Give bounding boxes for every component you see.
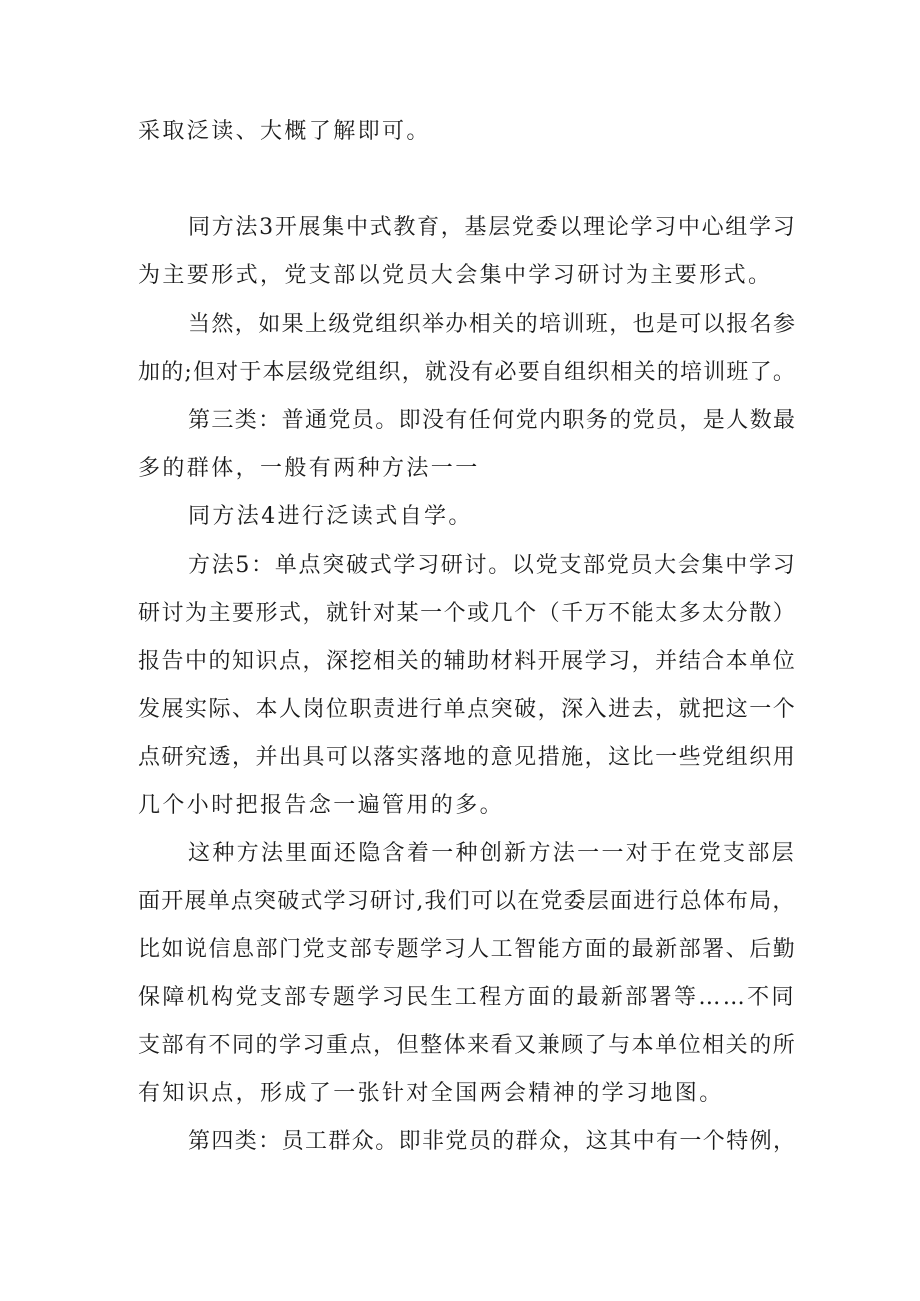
text-line: 同方法3开展集中式教育，基层党委以理论学习中心组学习 <box>188 215 797 240</box>
text-line: 报告中的知识点，深挖相关的辅助材料开展学习，并结合本单位 <box>138 649 797 674</box>
text-line: 保障机构党支部专题学习民生工程方面的最新部署等……不同 <box>138 985 796 1010</box>
text-line: 面开展单点突破式学习研讨,我们可以在党委层面进行总体布局， <box>138 889 796 914</box>
text-line: 比如说信息部门党支部专题学习人工智能方面的最新部署、后勤 <box>138 937 797 962</box>
text-line: 加的;但对于本层级党组织，就没有必要自组织相关的培训班了。 <box>138 360 797 385</box>
text-line: 第四类：员工群众。即非党员的群众，这其中有一个特例， <box>188 1129 797 1154</box>
text-line: 这种方法里面还隐含着一种创新方法一一对于在党支部层 <box>188 841 797 866</box>
text-line: 多的群体，一般有两种方法一一 <box>138 456 480 481</box>
text-line: 几个小时把报告念一遍管用的多。 <box>138 793 505 818</box>
text-line: 方法5：单点突破式学习研讨。以党支部党员大会集中学习 <box>188 553 797 578</box>
text-line: 有知识点，形成了一张针对全国两会精神的学习地图。 <box>138 1081 724 1106</box>
text-line: 为主要形式，党支部以党员大会集中学习研讨为主要形式。 <box>138 263 773 288</box>
text-line: 当然，如果上级党组织举办相关的培训班，也是可以报名参 <box>188 312 797 337</box>
text-line: 点研究透，并出具可以落实落地的意见措施，这比一些党组织用 <box>138 745 797 770</box>
text-line: 发展实际、本人岗位职责进行单点突破，深入进去，就把这一个 <box>138 697 797 722</box>
text-line: 同方法4进行泛读式自学。 <box>188 504 473 529</box>
text-line: 第三类：普通党员。即没有任何党内职务的党员，是人数最 <box>188 408 797 433</box>
text-line: 研讨为主要形式，就针对某一个或几个（千万不能太多太分散） <box>138 601 797 626</box>
text-line: 支部有不同的学习重点，但整体来看又兼顾了与本单位相关的所 <box>138 1033 797 1058</box>
text-line: 采取泛读、大概了解即可。 <box>138 119 431 144</box>
